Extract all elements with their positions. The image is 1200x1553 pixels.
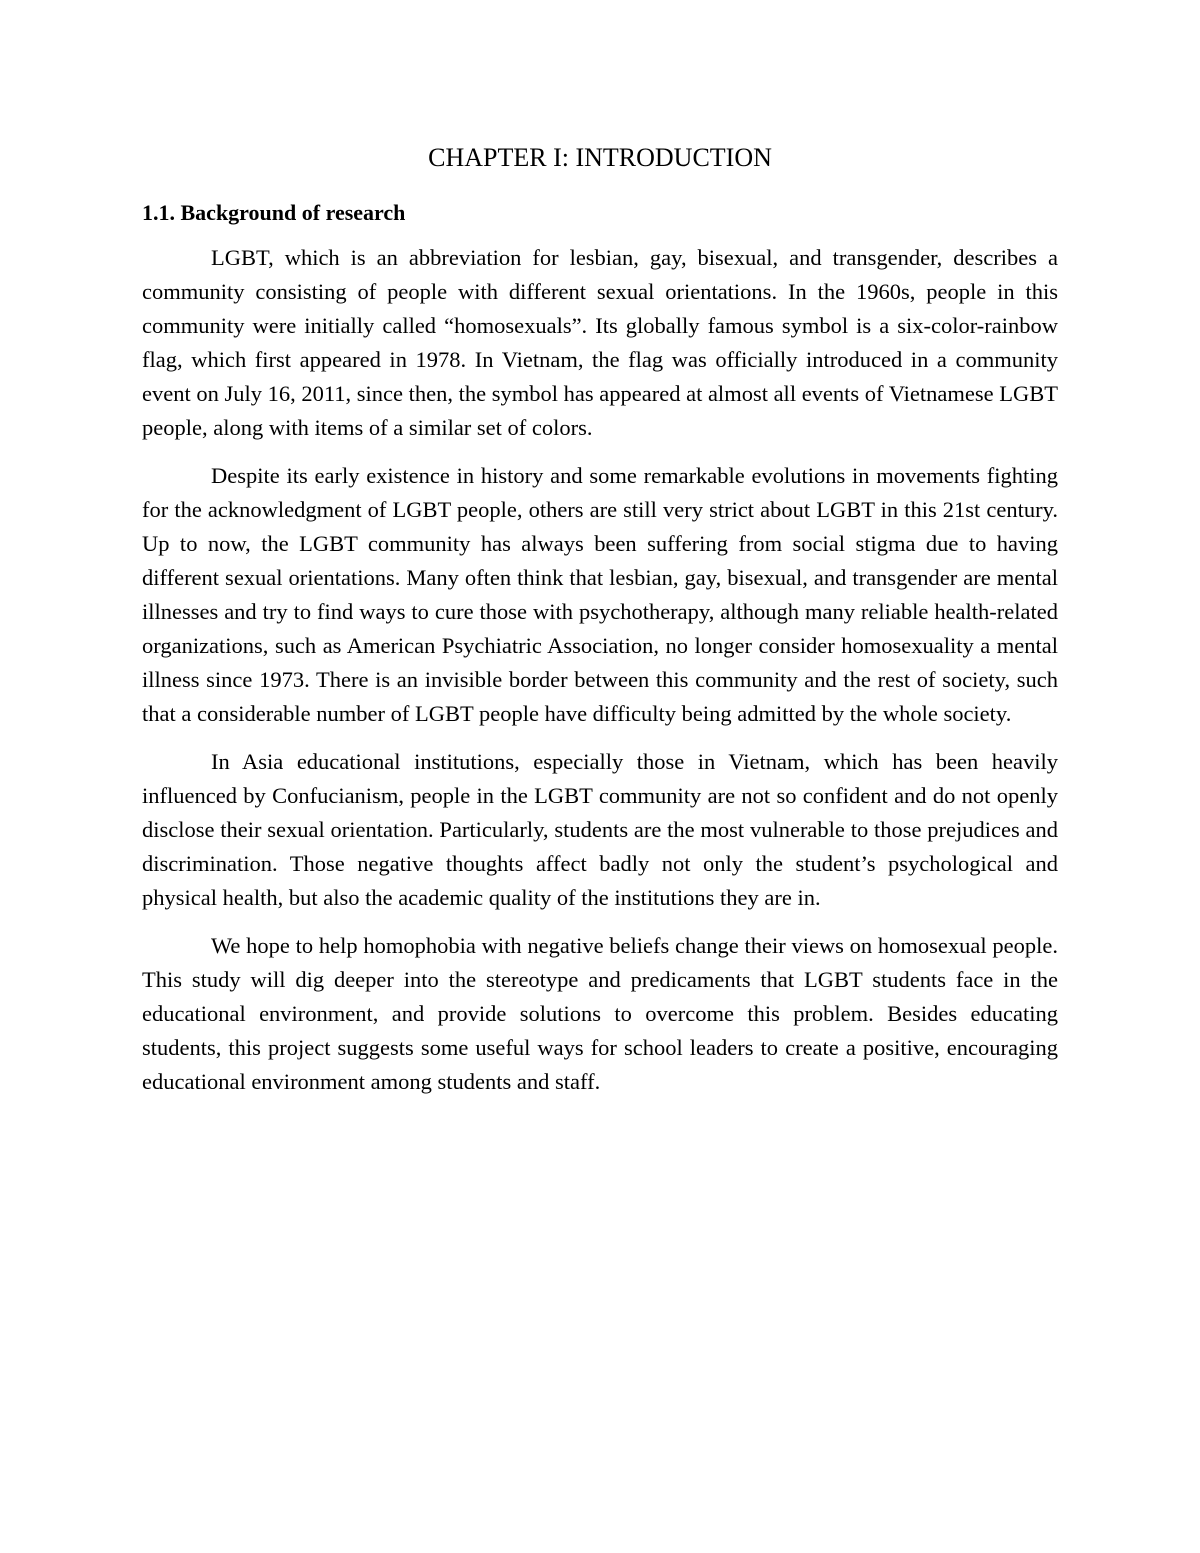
document-page (142, 140, 1058, 1099)
paragraph-4: We hope to help homophobia with negative beliefs change their views on homosexual people. This study will dig deeper into the stereotype and predicaments that LGBT students face in the educational environment, and provide solutions to overcome this problem. Besides educating students, this project suggests some useful ways for school leaders to create a positive, encouraging educational environment among students and staff. (142, 933, 1058, 1094)
paragraph-2: Despite its early existence in history and some remarkable evolutions in movements fighting for the acknowledgment of LGBT people, others are still very strict about LGBT in this 21st century. Up to now, the LGBT community has always been suffering from social stigma due to having different sexual orientations. Many often think that lesbian, gay, bisexual, and transgender are mental illnesses and try to find ways to cure those with psychotherapy, although many reliable health-related organizations, such as American Psychiatric Association, no longer consider homosexuality a mental illness since 1973. There is an invisible border between this community and the rest of society, such that a considerable number of LGBT people have difficulty being admitted by the whole society. (142, 463, 1058, 726)
section-heading: 1.1. Background of research (142, 200, 406, 225)
paragraph-3: In Asia educational institutions, especially those in Vietnam, which has been heavily influenced by Confucianism, people in the LGBT community are not so confident and do not openly disclose their sexual orientation. Particularly, students are the most vulnerable to those prejudices and discrimination. Those negative thoughts affect badly not only the student’s psychological and physical health, but also the academic quality of the institutions they are in. (142, 749, 1058, 910)
chapter-title: CHAPTER I: INTRODUCTION (428, 143, 772, 172)
paragraph-1: LGBT, which is an abbreviation for lesbian, gay, bisexual, and transgender, describes a community consisting of people with different sexual orientations. In the 1960s, people in this community were initially called “homosexuals”. Its globally famous symbol is a six-color-rainbow flag, which first appeared in 1978. In Vietnam, the flag was officially introduced in a community event on July 16, 2011, since then, the symbol has appeared at almost all events of Vietnamese LGBT people, along with items of a similar set of colors. (142, 245, 1058, 440)
